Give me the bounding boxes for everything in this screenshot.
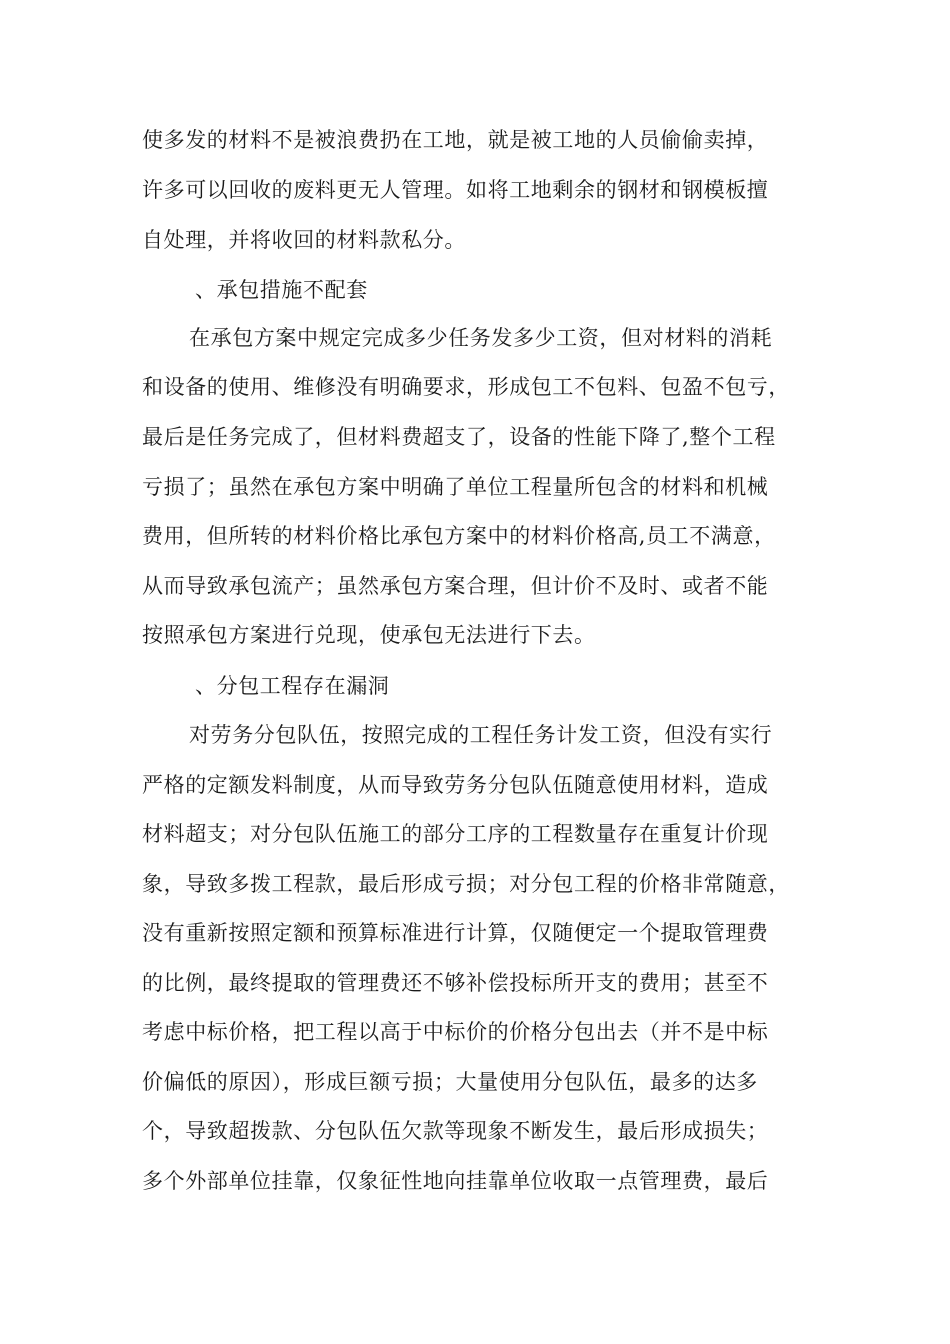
paragraph-line: 费用，但所转的材料价格比承包方案中的材料价格高,员工不满意， <box>142 524 776 548</box>
paragraph-line: 考虑中标价格，把工程以高于中标价的价格分包出去（并不是中标 <box>142 1020 769 1044</box>
paragraph-line: 最后是任务完成了，但材料费超支了，设备的性能下降了,整个工程 <box>142 425 776 449</box>
section-heading: 、承包措施不配套 <box>195 278 368 302</box>
paragraph-line: 个，导致超拨款、分包队伍欠款等现象不断发生，最后形成损失； <box>142 1119 769 1143</box>
paragraph-line: 使多发的材料不是被浪费扔在工地，就是被工地的人员偷偷卖掉， <box>142 128 769 152</box>
paragraph-line: 许多可以回收的废料更无人管理。如将工地剩余的钢材和钢模板擅 <box>142 178 769 202</box>
paragraph-line: 的比例，最终提取的管理费还不够补偿投标所开支的费用；甚至不 <box>142 971 769 995</box>
paragraph-line: 对劳务分包队伍，按照完成的工程任务计发工资，但没有实行 <box>189 723 773 747</box>
paragraph-line: 按照承包方案进行兑现，使承包无法进行下去。 <box>142 623 596 647</box>
paragraph-line: 和设备的使用、维修没有明确要求，形成包工不包料、包盈不包亏， <box>142 375 790 399</box>
paragraph-line: 材料超支；对分包队伍施工的部分工序的工程数量存在重复计价现 <box>142 822 769 846</box>
paragraph-line: 没有重新按照定额和预算标准进行计算，仅随便定一个提取管理费 <box>142 921 769 945</box>
paragraph-line: 自处理，并将收回的材料款私分。 <box>142 228 466 252</box>
paragraph-line: 从而导致承包流产；虽然承包方案合理，但计价不及时、或者不能 <box>142 574 769 598</box>
section-heading: 、分包工程存在漏洞 <box>195 674 390 698</box>
paragraph-line: 严格的定额发料制度，从而导致劳务分包队伍随意使用材料，造成 <box>142 773 769 797</box>
paragraph-line: 象，导致多拨工程款，最后形成亏损；对分包工程的价格非常随意， <box>142 872 790 896</box>
paragraph-line: 价偏低的原因），形成巨额亏损；大量使用分包队伍，最多的达多 <box>142 1070 758 1094</box>
paragraph-line: 多个外部单位挂靠，仅象征性地向挂靠单位收取一点管理费，最后 <box>142 1169 769 1193</box>
paragraph-line: 在承包方案中规定完成多少任务发多少工资，但对材料的消耗 <box>189 326 773 350</box>
paragraph-line: 亏损了；虽然在承包方案中明确了单位工程量所包含的材料和机械 <box>142 475 769 499</box>
